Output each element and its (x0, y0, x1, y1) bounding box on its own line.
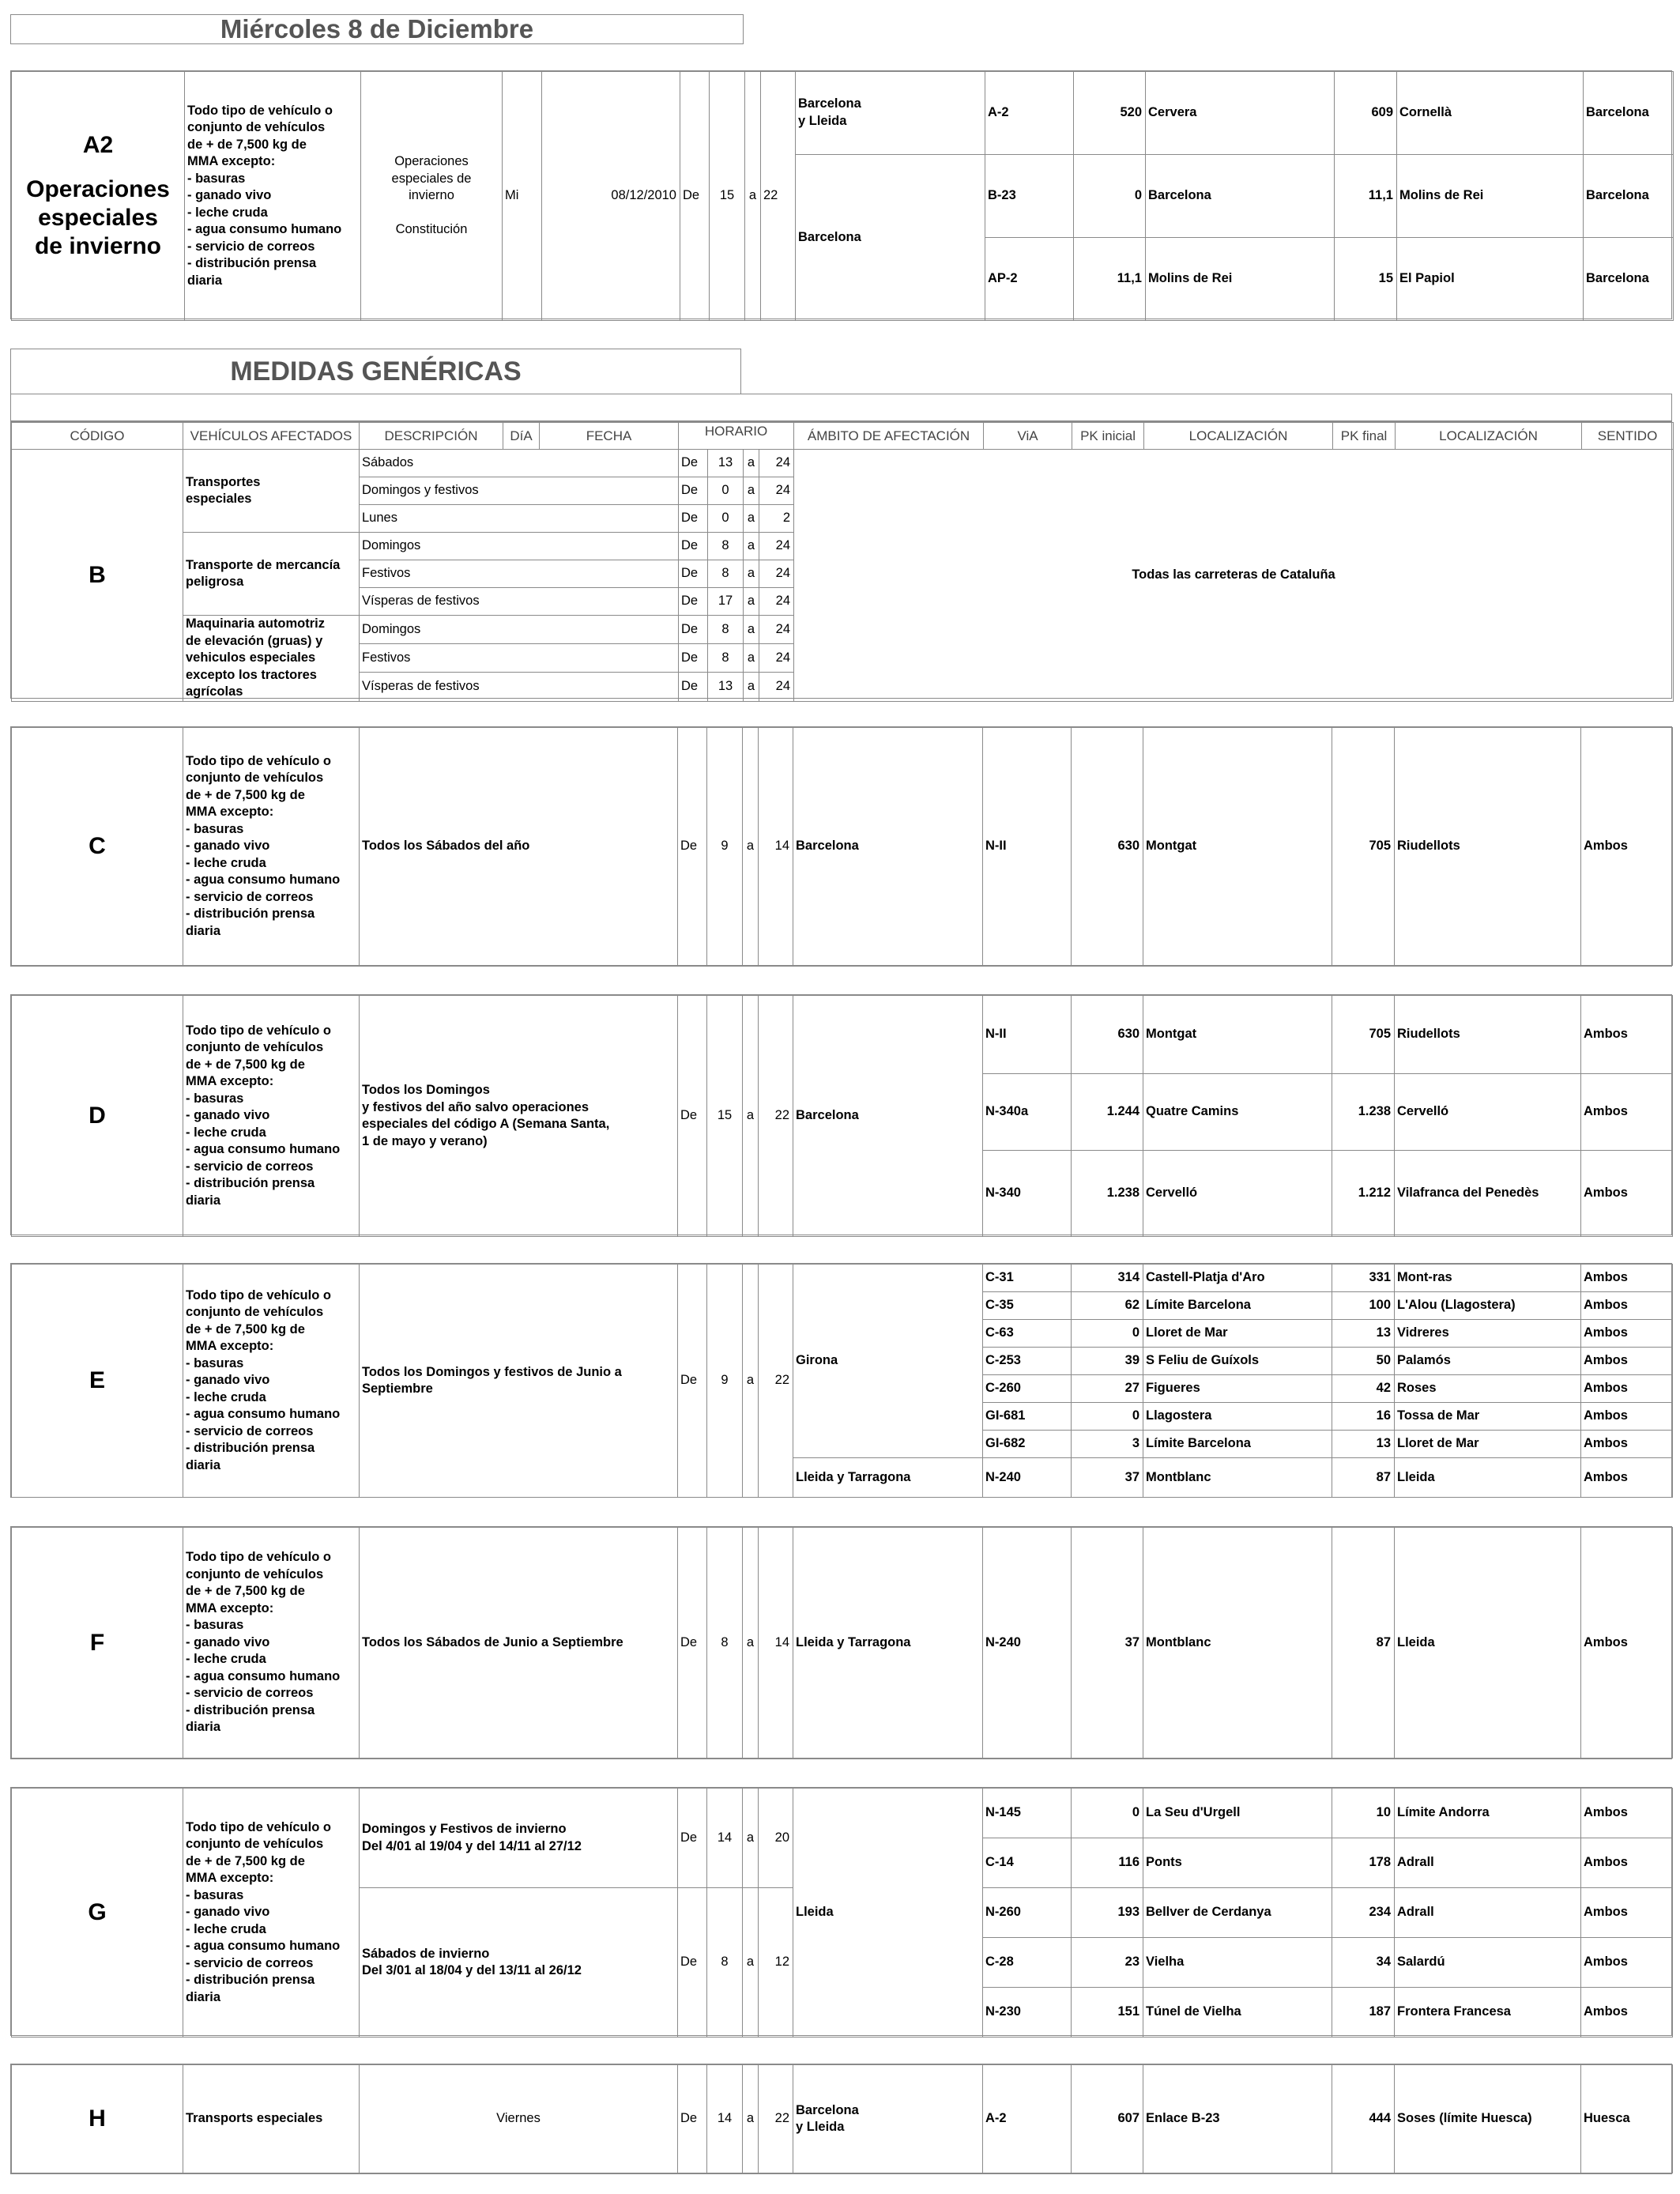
b-a: a (744, 505, 759, 533)
e-pk-fin: 13 (1332, 1431, 1395, 1458)
d-a: a (743, 996, 759, 1237)
b-to: 24 (759, 644, 794, 673)
h-vehicles: Transports especiales (183, 2065, 360, 2173)
section-b (10, 421, 1672, 699)
e-loc-ini: Montblanc (1143, 1458, 1332, 1498)
d-vehicles: Todo tipo de vehículo o conjunto de vehículos de + de 7,500 kg de MMA excepto: - basuras - ganado vivo - leche cruda - agua consumo humano - servicio de correos - distribución prensa diaria (183, 996, 360, 1237)
e-to: 22 (759, 1265, 793, 1498)
g-de-2: De (678, 1888, 707, 2038)
g-pk-fin: 10 (1332, 1789, 1395, 1838)
d-pk-fin: 1.212 (1332, 1151, 1395, 1237)
a2-via: B-23 (985, 155, 1074, 238)
e-loc-ini: S Feliu de Guíxols (1143, 1348, 1332, 1375)
e-pk-fin: 331 (1332, 1265, 1395, 1292)
c-loc-ini: Montgat (1143, 728, 1332, 966)
d-to: 22 (759, 996, 793, 1237)
a2-code-desc: Operaciones especiales de invierno (26, 176, 170, 259)
col-pk-final: PK final (1333, 423, 1396, 450)
g-via: N-230 (983, 1988, 1072, 2038)
medidas-spacer (10, 394, 1672, 421)
f-loc-ini: Montblanc (1143, 1528, 1332, 1759)
g-ambito: Lleida (793, 1789, 983, 2038)
section-f (10, 1526, 1672, 1759)
b-de: De (679, 477, 708, 505)
c-a: a (743, 728, 759, 966)
g-code: G (12, 1789, 183, 2038)
col-horario: HORARIO (679, 423, 794, 450)
g-loc-ini: Ponts (1143, 1838, 1332, 1888)
h-ambito: Barcelona y Lleida (793, 2065, 983, 2173)
e-vehicles: Todo tipo de vehículo o conjunto de vehículos de + de 7,500 kg de MMA excepto: - basuras - ganado vivo - leche cruda - agua consumo humano - servicio de correos - distribución prensa diaria (183, 1265, 360, 1498)
medidas-title-box (10, 349, 741, 394)
g-desc-1: Domingos y Festivos de invierno Del 4/01 al 19/04 y del 14/11 al 27/12 (360, 1789, 678, 1888)
a2-loc-ini: Molins de Rei (1146, 238, 1335, 321)
b-from: 8 (708, 560, 744, 588)
f-from: 8 (707, 1528, 743, 1759)
a2-pk-ini: 0 (1074, 155, 1146, 238)
c-table (11, 727, 1673, 966)
a2-vehicles: Todo tipo de vehículo o conjunto de vehículos de + de 7,500 kg de MMA excepto: - basuras - ganado vivo - leche cruda - agua consumo humano - servicio de correos - distribución prensa diaria (185, 72, 361, 321)
e-loc-fin: Palamós (1395, 1348, 1581, 1375)
e-sentido: Ambos (1581, 1265, 1673, 1292)
f-description: Todos los Sábados de Junio a Septiembre (360, 1528, 678, 1759)
col-fecha: FECHA (540, 423, 679, 450)
d-description: Todos los Domingos y festivos del año salvo operaciones especiales del código A (Semana Santa, 1 de mayo y verano) (360, 996, 678, 1237)
e-pk-ini: 314 (1072, 1265, 1143, 1292)
b-from: 8 (708, 616, 744, 644)
e-loc-ini: Lloret de Mar (1143, 1320, 1332, 1348)
d-pk-fin: 1.238 (1332, 1074, 1395, 1151)
e-pk-ini: 0 (1072, 1403, 1143, 1431)
f-a: a (743, 1528, 759, 1759)
col-sentido: SENTIDO (1582, 423, 1674, 450)
e-loc-ini: Castell-Platja d'Aro (1143, 1265, 1332, 1292)
e-pk-fin: 100 (1332, 1292, 1395, 1320)
e-loc-ini: Límite Barcelona (1143, 1431, 1332, 1458)
b-a: a (744, 616, 759, 644)
b-a: a (744, 644, 759, 673)
g-loc-fin: Frontera Francesa (1395, 1988, 1581, 2038)
e-loc-fin: Roses (1395, 1375, 1581, 1403)
h-sentido: Huesca (1581, 2065, 1673, 2173)
f-sentido: Ambos (1581, 1528, 1673, 1759)
g-a-2: a (743, 1888, 759, 2038)
f-table (11, 1527, 1673, 1759)
b-de: De (679, 673, 708, 701)
b-from: 0 (708, 477, 744, 505)
e-table (11, 1264, 1673, 1498)
b-a: a (744, 673, 759, 701)
b-desc: Vísperas de festivos (360, 673, 679, 701)
e-via: GI-682 (983, 1431, 1072, 1458)
a2-description: Operaciones especiales de invierno Constitución (361, 72, 503, 321)
b-desc: Festivos (360, 644, 679, 673)
f-ambito: Lleida y Tarragona (793, 1528, 983, 1759)
b-de: De (679, 450, 708, 477)
e-loc-fin: Tossa de Mar (1395, 1403, 1581, 1431)
e-via: C-260 (983, 1375, 1072, 1403)
e-sentido: Ambos (1581, 1458, 1673, 1498)
e-ambito-lleida-tarragona: Lleida y Tarragona (793, 1458, 983, 1498)
g-to-2: 12 (759, 1888, 793, 2038)
e-via: C-31 (983, 1265, 1072, 1292)
c-pk-fin: 705 (1332, 728, 1395, 966)
d-code: D (12, 996, 183, 1237)
c-loc-fin: Riudellots (1395, 728, 1581, 966)
g-loc-fin: Salardú (1395, 1938, 1581, 1988)
b-vehicles: Transportes especiales (183, 450, 360, 533)
g-pk-ini: 151 (1072, 1988, 1143, 2038)
col-codigo: CÓDIGO (12, 423, 183, 450)
section-h (10, 2064, 1672, 2174)
h-to: 22 (759, 2065, 793, 2173)
e-pk-fin: 50 (1332, 1348, 1395, 1375)
section-c (10, 726, 1672, 967)
e-via: GI-681 (983, 1403, 1072, 1431)
d-loc-fin: Vilafranca del Penedès (1395, 1151, 1581, 1237)
b-to: 2 (759, 505, 794, 533)
e-pk-fin: 16 (1332, 1403, 1395, 1431)
a2-pk-ini: 520 (1074, 72, 1146, 155)
b-de: De (679, 644, 708, 673)
col-vehiculos: VEHÍCULOS AFECTADOS (183, 423, 360, 450)
b-to: 24 (759, 560, 794, 588)
d-sentido: Ambos (1581, 996, 1673, 1074)
b-de: De (679, 505, 708, 533)
e-pk-ini: 3 (1072, 1431, 1143, 1458)
f-to: 14 (759, 1528, 793, 1759)
g-sentido: Ambos (1581, 1838, 1673, 1888)
e-a: a (743, 1265, 759, 1498)
g-loc-fin: Adrall (1395, 1888, 1581, 1938)
a2-pk-fin: 609 (1335, 72, 1397, 155)
b-a: a (744, 588, 759, 616)
a2-from: 15 (710, 72, 745, 321)
h-code: H (12, 2065, 183, 2173)
a2-sentido: Barcelona (1584, 238, 1674, 321)
a2-loc-ini: Barcelona (1146, 155, 1335, 238)
b-vehicles: Transporte de mercancía peligrosa (183, 533, 360, 616)
e-loc-fin: L'Alou (Llagostera) (1395, 1292, 1581, 1320)
g-table (11, 1788, 1673, 2038)
a2-pk-ini: 11,1 (1074, 238, 1146, 321)
c-vehicles: Todo tipo de vehículo o conjunto de vehículos de + de 7,500 kg de MMA excepto: - basuras - ganado vivo - leche cruda - agua consumo humano - servicio de correos - distribución prensa diaria (183, 728, 360, 966)
d-ambito: Barcelona (793, 996, 983, 1237)
d-table (11, 995, 1673, 1237)
b-desc: Domingos (360, 616, 679, 644)
e-from: 9 (707, 1265, 743, 1498)
g-loc-ini: Bellver de Cerdanya (1143, 1888, 1332, 1938)
c-de: De (678, 728, 707, 966)
h-loc-ini: Enlace B-23 (1143, 2065, 1332, 2173)
e-sentido: Ambos (1581, 1292, 1673, 1320)
g-via: C-28 (983, 1938, 1072, 1988)
b-from: 8 (708, 533, 744, 560)
d-pk-ini: 630 (1072, 996, 1143, 1074)
a2-sentido: Barcelona (1584, 155, 1674, 238)
g-pk-ini: 193 (1072, 1888, 1143, 1938)
b-to: 24 (759, 450, 794, 477)
d-via: N-340 (983, 1151, 1072, 1237)
g-sentido: Ambos (1581, 1938, 1673, 1988)
g-via: N-260 (983, 1888, 1072, 1938)
e-via: C-253 (983, 1348, 1072, 1375)
h-pk-fin: 444 (1332, 2065, 1395, 2173)
b-ambito: Todas las carreteras de Cataluña (794, 450, 1674, 702)
a2-via: A-2 (985, 72, 1074, 155)
e-loc-fin: Vidreres (1395, 1320, 1581, 1348)
f-vehicles: Todo tipo de vehículo o conjunto de vehículos de + de 7,500 kg de MMA excepto: - basuras - ganado vivo - leche cruda - agua consumo humano - servicio de correos - distribución prensa diaria (183, 1528, 360, 1759)
a2-ambito-2: Barcelona (796, 155, 985, 321)
b-to: 24 (759, 588, 794, 616)
a2-de: De (680, 72, 710, 321)
c-code: C (12, 728, 183, 966)
e-description: Todos los Domingos y festivos de Junio a Septiembre (360, 1265, 678, 1498)
col-via: ViA (984, 423, 1072, 450)
e-loc-fin: Lloret de Mar (1395, 1431, 1581, 1458)
a2-loc-fin: El Papiol (1397, 238, 1584, 321)
b-desc: Vísperas de festivos (360, 588, 679, 616)
g-from-1: 14 (707, 1789, 743, 1888)
a2-pk-fin: 11,1 (1335, 155, 1397, 238)
h-day: Viernes (360, 2065, 678, 2173)
e-loc-fin: Mont-ras (1395, 1265, 1581, 1292)
g-pk-ini: 0 (1072, 1789, 1143, 1838)
a2-table (11, 71, 1674, 321)
a2-pk-fin: 15 (1335, 238, 1397, 321)
e-sentido: Ambos (1581, 1375, 1673, 1403)
b-vehicles: Maquinaria automotriz de elevación (gruas) y vehiculos especiales excepto los tractores agrícolas (183, 616, 360, 702)
d-loc-ini: Quatre Camins (1143, 1074, 1332, 1151)
f-loc-fin: Lleida (1395, 1528, 1581, 1759)
page-title: Miércoles 8 de Diciembre (220, 14, 534, 43)
g-pk-fin: 178 (1332, 1838, 1395, 1888)
e-loc-ini: Llagostera (1143, 1403, 1332, 1431)
a2-to: 22 (761, 72, 796, 321)
d-via: N-II (983, 996, 1072, 1074)
b-from: 0 (708, 505, 744, 533)
h-a: a (743, 2065, 759, 2173)
f-via: N-240 (983, 1528, 1072, 1759)
e-pk-ini: 62 (1072, 1292, 1143, 1320)
g-de-1: De (678, 1789, 707, 1888)
c-description: Todos los Sábados del año (360, 728, 678, 966)
g-loc-ini: Vielha (1143, 1938, 1332, 1988)
e-pk-ini: 0 (1072, 1320, 1143, 1348)
a2-code-cell (12, 72, 185, 321)
c-from: 9 (707, 728, 743, 966)
b-desc: Sábados (360, 450, 679, 477)
g-pk-fin: 34 (1332, 1938, 1395, 1988)
f-pk-fin: 87 (1332, 1528, 1395, 1759)
d-from: 15 (707, 996, 743, 1237)
col-ambito: ÁMBITO DE AFECTACIÓN (794, 423, 984, 450)
d-de: De (678, 996, 707, 1237)
g-pk-ini: 116 (1072, 1838, 1143, 1888)
b-de: De (679, 533, 708, 560)
e-pk-ini: 27 (1072, 1375, 1143, 1403)
b-a: a (744, 560, 759, 588)
b-desc: Lunes (360, 505, 679, 533)
d-via: N-340a (983, 1074, 1072, 1151)
a2-sentido: Barcelona (1584, 72, 1674, 155)
e-loc-ini: Límite Barcelona (1143, 1292, 1332, 1320)
h-de: De (678, 2065, 707, 2173)
g-via: C-14 (983, 1838, 1072, 1888)
b-de: De (679, 588, 708, 616)
b-code: B (12, 450, 183, 702)
e-loc-ini: Figueres (1143, 1375, 1332, 1403)
d-pk-ini: 1.238 (1072, 1151, 1143, 1237)
section-a2 (10, 70, 1672, 319)
b-table (11, 422, 1674, 702)
e-sentido: Ambos (1581, 1403, 1673, 1431)
g-a-1: a (743, 1789, 759, 1888)
b-from: 17 (708, 588, 744, 616)
d-loc-ini: Montgat (1143, 996, 1332, 1074)
g-desc-2: Sábados de invierno Del 3/01 al 18/04 y del 13/11 al 26/12 (360, 1888, 678, 2038)
a2-date: 08/12/2010 (542, 72, 680, 321)
e-loc-fin: Lleida (1395, 1458, 1581, 1498)
h-from: 14 (707, 2065, 743, 2173)
h-loc-fin: Soses (límite Huesca) (1395, 2065, 1581, 2173)
f-pk-ini: 37 (1072, 1528, 1143, 1759)
b-desc: Domingos (360, 533, 679, 560)
a2-code: A2 (82, 132, 114, 158)
b-a: a (744, 533, 759, 560)
b-a: a (744, 450, 759, 477)
a2-loc-fin: Cornellà (1397, 72, 1584, 155)
e-pk-fin: 42 (1332, 1375, 1395, 1403)
d-pk-fin: 705 (1332, 996, 1395, 1074)
h-pk-ini: 607 (1072, 2065, 1143, 2173)
d-sentido: Ambos (1581, 1151, 1673, 1237)
e-via: C-63 (983, 1320, 1072, 1348)
f-de: De (678, 1528, 707, 1759)
a2-loc-ini: Cervera (1146, 72, 1335, 155)
col-dia: DíA (503, 423, 540, 450)
e-via: N-240 (983, 1458, 1072, 1498)
c-sentido: Ambos (1581, 728, 1673, 966)
col-descripcion: DESCRIPCIÓN (360, 423, 503, 450)
b-a: a (744, 477, 759, 505)
d-loc-ini: Cervelló (1143, 1151, 1332, 1237)
page-title-box (10, 14, 744, 44)
g-loc-ini: Túnel de Vielha (1143, 1988, 1332, 2038)
a2-a: a (745, 72, 761, 321)
g-sentido: Ambos (1581, 1888, 1673, 1938)
b-to: 24 (759, 616, 794, 644)
c-pk-ini: 630 (1072, 728, 1143, 966)
section-e (10, 1263, 1672, 1498)
c-ambito: Barcelona (793, 728, 983, 966)
g-vehicles: Todo tipo de vehículo o conjunto de vehículos de + de 7,500 kg de MMA excepto: - basuras - ganado vivo - leche cruda - agua consumo humano - servicio de correos - distribución prensa diaria (183, 1789, 360, 2038)
d-sentido: Ambos (1581, 1074, 1673, 1151)
f-code: F (12, 1528, 183, 1759)
section-d (10, 994, 1672, 1235)
e-sentido: Ambos (1581, 1431, 1673, 1458)
a2-day: Mi (503, 72, 542, 321)
b-de: De (679, 560, 708, 588)
col-localizacion-fin: LOCALIZACIÓN (1396, 423, 1582, 450)
g-loc-fin: Adrall (1395, 1838, 1581, 1888)
d-pk-ini: 1.244 (1072, 1074, 1143, 1151)
b-from: 13 (708, 450, 744, 477)
e-pk-fin: 13 (1332, 1320, 1395, 1348)
g-loc-fin: Límite Andorra (1395, 1789, 1581, 1838)
c-to: 14 (759, 728, 793, 966)
h-table (11, 2064, 1673, 2173)
c-via: N-II (983, 728, 1072, 966)
col-pk-inicial: PK inicial (1072, 423, 1144, 450)
e-via: C-35 (983, 1292, 1072, 1320)
b-desc: Festivos (360, 560, 679, 588)
d-loc-fin: Riudellots (1395, 996, 1581, 1074)
a2-via: AP-2 (985, 238, 1074, 321)
section-g (10, 1787, 1672, 2036)
g-to-1: 20 (759, 1789, 793, 1888)
b-de: De (679, 616, 708, 644)
b-desc: Domingos y festivos (360, 477, 679, 505)
col-localizacion-ini: LOCALIZACIÓN (1144, 423, 1333, 450)
b-to: 24 (759, 673, 794, 701)
e-pk-ini: 39 (1072, 1348, 1143, 1375)
e-de: De (678, 1265, 707, 1498)
h-via: A-2 (983, 2065, 1072, 2173)
e-pk-fin: 87 (1332, 1458, 1395, 1498)
b-from: 13 (708, 673, 744, 701)
a2-loc-fin: Molins de Rei (1397, 155, 1584, 238)
b-to: 24 (759, 533, 794, 560)
g-from-2: 8 (707, 1888, 743, 2038)
g-sentido: Ambos (1581, 1988, 1673, 2038)
e-pk-ini: 37 (1072, 1458, 1143, 1498)
g-pk-ini: 23 (1072, 1938, 1143, 1988)
g-sentido: Ambos (1581, 1789, 1673, 1838)
e-sentido: Ambos (1581, 1320, 1673, 1348)
e-ambito-girona: Girona (793, 1265, 983, 1458)
d-loc-fin: Cervelló (1395, 1074, 1581, 1151)
e-code: E (12, 1265, 183, 1498)
g-via: N-145 (983, 1789, 1072, 1838)
g-loc-ini: La Seu d'Urgell (1143, 1789, 1332, 1838)
b-from: 8 (708, 644, 744, 673)
b-to: 24 (759, 477, 794, 505)
g-pk-fin: 187 (1332, 1988, 1395, 2038)
e-sentido: Ambos (1581, 1348, 1673, 1375)
medidas-title: MEDIDAS GENÉRICAS (230, 356, 522, 386)
g-pk-fin: 234 (1332, 1888, 1395, 1938)
a2-ambito-1: Barcelona y Lleida (796, 72, 985, 155)
